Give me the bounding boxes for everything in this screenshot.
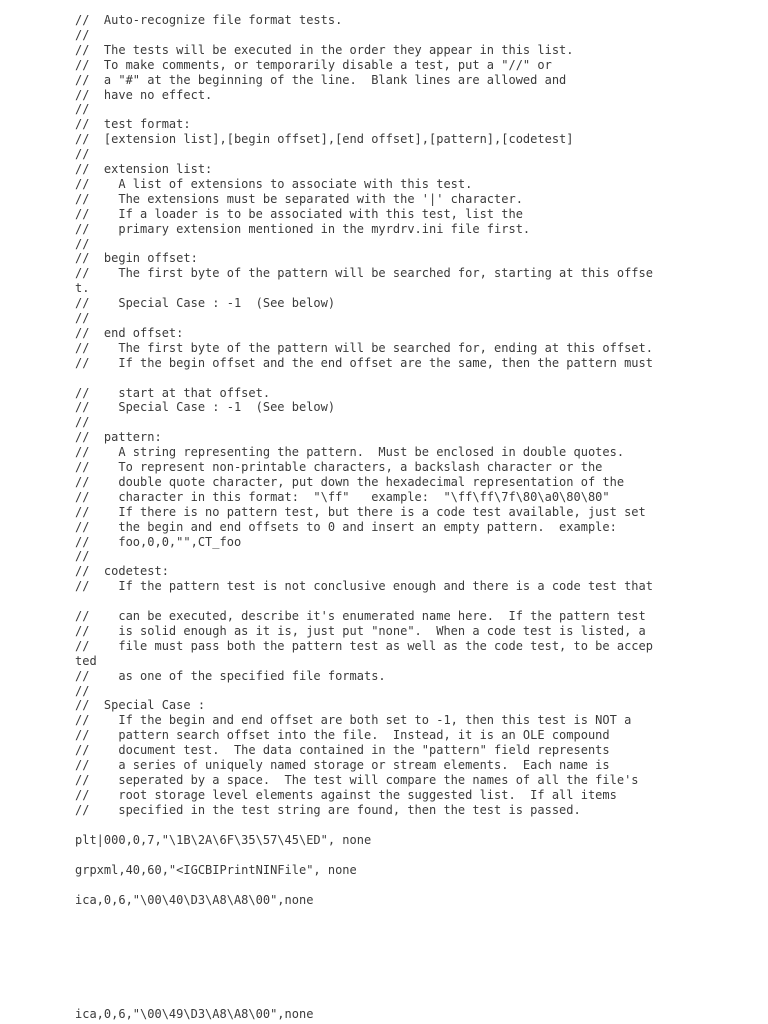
comment-line: // [extension list],[begin offset],[end offset],[pattern],[codetest] — [75, 132, 574, 147]
comment-line: // — [75, 27, 90, 42]
format-entry-line: plt|000,0,7,"\1B\2A\6F\35\57\45\ED", none — [75, 833, 372, 847]
comment-line: // pattern search offset into the file. Instead, it is an OLE compound — [75, 728, 610, 743]
comment-line: // double quote character, put down the hexadecimal representation of the — [75, 474, 625, 489]
comment-line: // — [75, 549, 90, 564]
comment-line: // seperated by a space. The test will compare the names of all the file's — [75, 772, 639, 787]
comment-line: // If the begin offset and the end offset are the same, then the pattern must — [75, 355, 653, 370]
comment-line: // codetest: — [75, 564, 169, 579]
format-entry-line: grpxml,40,60,"<IGCBIPrintNINFile", none — [75, 863, 357, 877]
comment-line: // primary extension mentioned in the myrdrv.ini file first. — [75, 221, 531, 236]
comment-line: t. — [75, 281, 90, 296]
comment-line: // A string representing the pattern. Must be enclosed in double quotes. — [75, 445, 625, 460]
format-entry-line: ica,0,6,"\00\40\D3\A8\A8\00",none — [75, 893, 314, 907]
comment-line: // Special Case : -1 (See below) — [75, 400, 336, 415]
comment-line: // The tests will be executed in the order they appear in this list. — [75, 42, 574, 57]
comment-line: // a series of uniquely named storage or stream elements. Each name is — [75, 758, 610, 772]
comment-line: // The first byte of the pattern will be searched for, starting at this offse — [75, 266, 653, 281]
comment-line: // start at that offset. — [75, 385, 271, 400]
comment-line: // have no effect. — [75, 87, 213, 102]
comment-line: // — [75, 236, 90, 251]
comment-line: // the begin and end offsets to 0 and insert an empty pattern. example: — [75, 519, 617, 534]
comment-line: // The first byte of the pattern will be searched for, ending at this offset. — [75, 340, 653, 355]
comment-line: // end offset: — [75, 325, 184, 340]
comment-line: // test format: — [75, 117, 191, 132]
comment-line: // root storage level elements against the suggested list. If all items — [75, 787, 617, 802]
comment-line: // specified in the test string are found, then the test is passed. — [75, 802, 581, 817]
comment-line: // To represent non-printable characters, a backslash character or the — [75, 460, 603, 474]
comment-line: // A list of extensions to associate with this test. — [75, 176, 473, 191]
comment-line: // Special Case : — [75, 698, 206, 713]
comment-line: // — [75, 102, 90, 117]
comment-line: ted — [75, 653, 97, 668]
format-entry-line: ica,0,6,"\00\49\D3\A8\A8\00",none — [75, 1007, 314, 1021]
comment-line: // pattern: — [75, 430, 162, 445]
comment-line: // To make comments, or temporarily disable a test, put a "//" or — [75, 57, 552, 72]
comment-line: // The extensions must be separated with the '|' character. — [75, 191, 523, 206]
comment-line: // file must pass both the pattern test as well as the code test, to be accep — [75, 638, 653, 653]
comment-line: // a "#" at the beginning of the line. Blank lines are allowed and — [75, 72, 567, 87]
comment-line: // — [75, 147, 90, 162]
comment-line: // If a loader is to be associated with this test, list the — [75, 206, 523, 221]
comment-line: // Special Case : -1 (See below) — [75, 296, 336, 311]
comment-line: // character in this format: "\ff" example: "\ff\ff\7f\80\a0\80\80" — [75, 489, 610, 504]
comment-line: // — [75, 311, 90, 325]
comment-line: // begin offset: — [75, 251, 198, 266]
comment-line: // — [75, 683, 90, 698]
comment-line: // If there is no pattern test, but there is a code test available, just set — [75, 504, 646, 519]
comment-line: // as one of the specified file formats. — [75, 668, 386, 683]
comment-line: // — [75, 415, 90, 430]
comment-line: // If the begin and end offset are both set to -1, then this test is NOT a — [75, 713, 632, 728]
comment-line: // If the pattern test is not conclusive enough and there is a code test that — [75, 579, 653, 594]
comment-line: // foo,0,0,"",CT_foo — [75, 534, 242, 549]
comment-line: // extension list: — [75, 162, 213, 176]
comment-line: // document test. The data contained in the "pattern" field represents — [75, 743, 610, 758]
comment-line: // is solid enough as it is, just put "none". When a code test is listed, a — [75, 623, 646, 638]
comment-line: // can be executed, describe it's enumerated name here. If the pattern test — [75, 609, 646, 623]
comment-line: // Auto-recognize file format tests. — [75, 13, 343, 27]
